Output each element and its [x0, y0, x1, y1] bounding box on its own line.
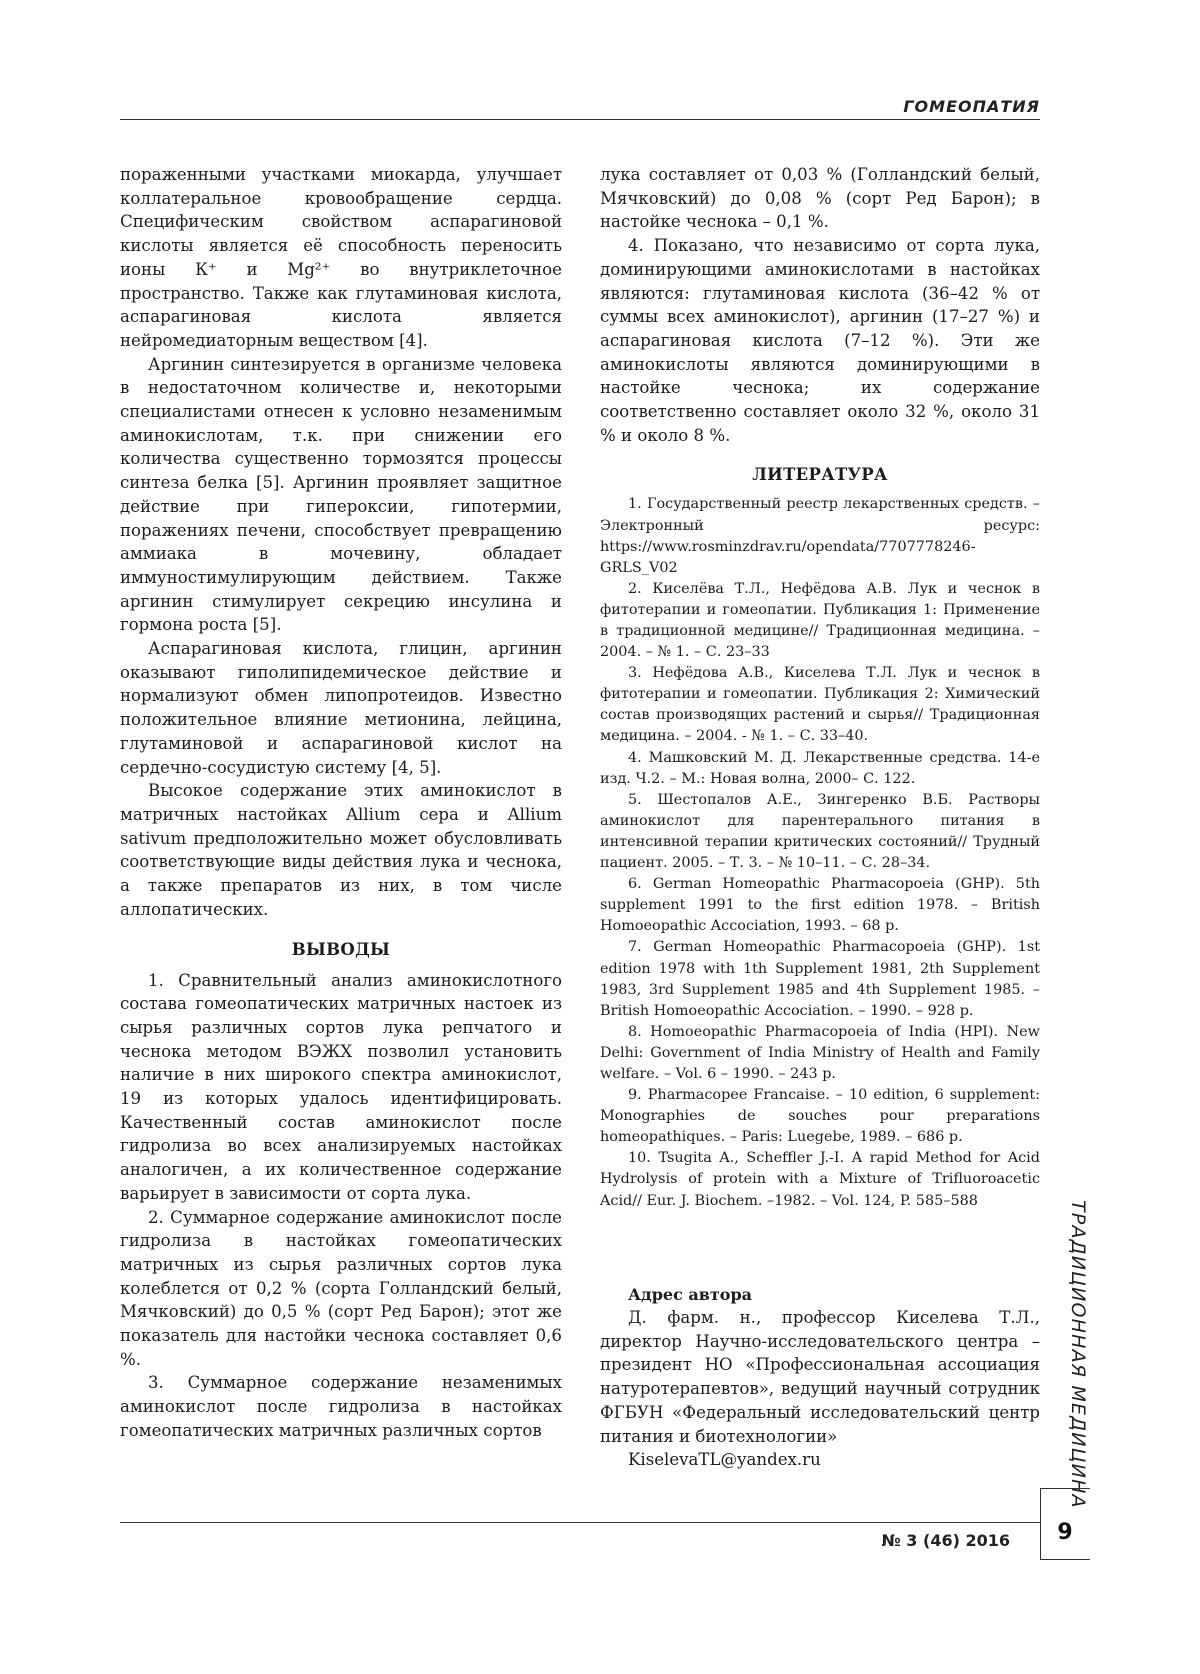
header-divider — [120, 119, 1040, 120]
conclusion-item: 4. Показано, что независимо от сорта лука, доминирующими аминокислотами в настойках являются: глутаминовая кислота (36–42 % от суммы всех аминокислот), аргинин (17–27 %) и аспарагиновая кислота (7–12 %). Эти же аминокислоты являются доминирующими в настойке чеснока; их содержание соответственно составляет около 32 %, около 31 % и около 8 %. — [600, 236, 1040, 445]
address-title: Адрес автора — [628, 1285, 752, 1304]
body-paragraph: Высокое содержание этих аминокислот в матричных настойках Allium cepa и Allium sativum предположительно может обусловливать соответствующие виды действия лука и чеснока, а также препаратов из них, в том числе аллопатических. — [120, 781, 562, 919]
reference-item: 5. Шестопалов А.Е., Зингеренко В.Б. Растворы аминокислот для парентерального питания в интенсивной терапии критических состояний// Трудный пациент. 2005. – Т. 3. – № 10–11. – С. 28–34. — [600, 791, 1040, 872]
conclusions-heading: ВЫВОДЫ — [291, 939, 391, 959]
journal-title-vertical: ТРАДИЦИОННАЯ МЕДИЦИНА — [1067, 1200, 1089, 1509]
reference-item: 1. Государственный реестр лекарственных средств. – Электронный ресурс: https://www.rosminzdrav.ru/opendata/7707778246-GRLS_V02 — [600, 496, 1040, 576]
conclusion-item: 1. Сравнительный анализ аминокислотного состава гомеопатических матричных настоек из сырья различных сортов лука репчатого и чеснока методом ВЭЖХ позволил установить наличие в них широкого спектра аминокислот, 19 из которых удалось идентифицировать. Качественный состав аминокислот после гидролиза во всех анализируемых настойках аналогичен, а их количественное содержание варьирует в зависимости от сорта лука. — [120, 970, 562, 1203]
reference-item: 3. Нефёдова А.В., Киселева Т.Л. Лук и чеснок в фитотерапии и гомеопатии. Публикация 2: Химический состав производящих растений и сырья// Традиционная медицина. – 2004. - № 1. – С. 33–40. — [600, 665, 1040, 745]
reference-item: 2. Киселёва Т.Л., Нефёдова А.В. Лук и чеснок в фитотерапии и гомеопатии. Публикация 1: Применение в традиционной медицине// Традиционная медицина. – 2004. – № 1. – С. 23–33 — [600, 580, 1040, 661]
author-email: KiselevaTL@yandex.ru — [628, 1450, 821, 1470]
body-paragraph: Аспарагиновая кислота, глицин, аргинин оказывают гиполипидемическое действие и нормализуют обмен липопротеидов. Известно положительное влияние метионина, лейцина, глутаминовой и аспарагиновой кислот на сердечно-сосудистую систему [4, 5]. — [120, 639, 562, 777]
running-header-section: ГОМЕОПАТИЯ — [903, 97, 1040, 116]
right-column — [600, 163, 1040, 1212]
footer-divider — [120, 1522, 1040, 1523]
issue-number: № 3 (46) 2016 — [881, 1531, 1010, 1550]
left-column — [120, 163, 562, 1443]
conclusion-item: 2. Суммарное содержание аминокислот после гидролиза в настойках гомеопатических матричных из сырья различных сортов лука колеблется от 0,2 % (сорта Голландский белый, Мячковский) до 0,5 % (сорт Ред Барон); этот же показатель для настойки чеснока составляет 0,6 %. — [120, 1207, 562, 1369]
conclusion-item: 3. Суммарное содержание незаменимых аминокислот после гидролиза в настойках гомеопатических матричных различных сортов — [120, 1373, 562, 1440]
author-address — [600, 1285, 1040, 1472]
reference-item: 7. German Homeopathic Pharmacopoeia (GHP). 1st edition 1978 with 1th Supplement 1981, 2th Supplement 1983, 3rd Supplement 1985 and 4th Supplement 1985. – British Homoeopathic Accociation. – 1990. – 928 p. — [600, 939, 1040, 1019]
reference-item: 6. German Homeopathic Pharmacopoeia (GHP). 5th supplement 1991 to the first edition 1978. – British Homoeopathic Accociation, 1993. – 68 p. — [600, 876, 1040, 935]
address-text: Д. фарм. н., профессор Киселева Т.Л., директор Научно-исследовательского центра – президент НО «Профессиональная ассоциация натуротерапевтов», ведущий научный сотрудник ФГБУН «Федеральный исследовательский центр питания и биотехнологии» — [600, 1308, 1040, 1446]
reference-item: 10. Tsugita A., Scheffler J.-I. A rapid Method for Acid Hydrolysis of protein with a Mixture of Trifluoroacetic Acid// Eur. J. Biochem. –1982. – Vol. 124, P. 585–588 — [600, 1150, 1040, 1209]
body-paragraph: лука составляет от 0,03 % (Голландский белый, Мячковский) до 0,08 % (сорт Ред Барон); в настойке чеснока – 0,1 %. — [600, 165, 1040, 232]
reference-item: 4. Машковский М. Д. Лекарственные средства. 14-е изд. Ч.2. – М.: Новая волна, 2000– С. 122. — [600, 749, 1040, 787]
references-heading: ЛИТЕРАТУРА — [752, 465, 888, 485]
reference-item: 9. Pharmacopee Francaise. – 10 edition, 6 supplement: Monographies de souches pour preparations homeopathiques. – Paris: Luegebe, 1989. – 686 p. — [600, 1087, 1040, 1146]
reference-item: 8. Homoeopathic Pharmacopoeia of India (HPI). New Delhi: Government of India Ministry of Health and Family welfare. – Vol. 6 – 1990. – 243 p. — [600, 1023, 1040, 1082]
body-paragraph: пораженными участками миокарда, улучшает коллатеральное кровообращение сердца. Специфическим свойством аспарагиновой кислоты является её способность переносить ионы К⁺ и Mg²⁺ во внутриклеточное пространство. Также как глутаминовая кислота, аспарагиновая кислота является нейромедиаторным веществом [4]. — [120, 165, 562, 350]
page-number: 9 — [1057, 1520, 1073, 1545]
body-paragraph: Аргинин синтезируется в организме человека в недостаточном количестве и, некоторыми специалистами отнесен к условно незаменимым аминокислотам, т.к. при снижении его количества существенно тормозятся процессы синтеза белка [5]. Аргинин проявляет защитное действие при гипероксии, гипотермии, поражениях печени, способствует превращению аммиака в мочевину, обладает иммуностимулирующим действием. Также аргинин стимулирует секрецию инсулина и гормона роста [5]. — [120, 354, 562, 635]
reference-list — [600, 494, 1040, 1211]
